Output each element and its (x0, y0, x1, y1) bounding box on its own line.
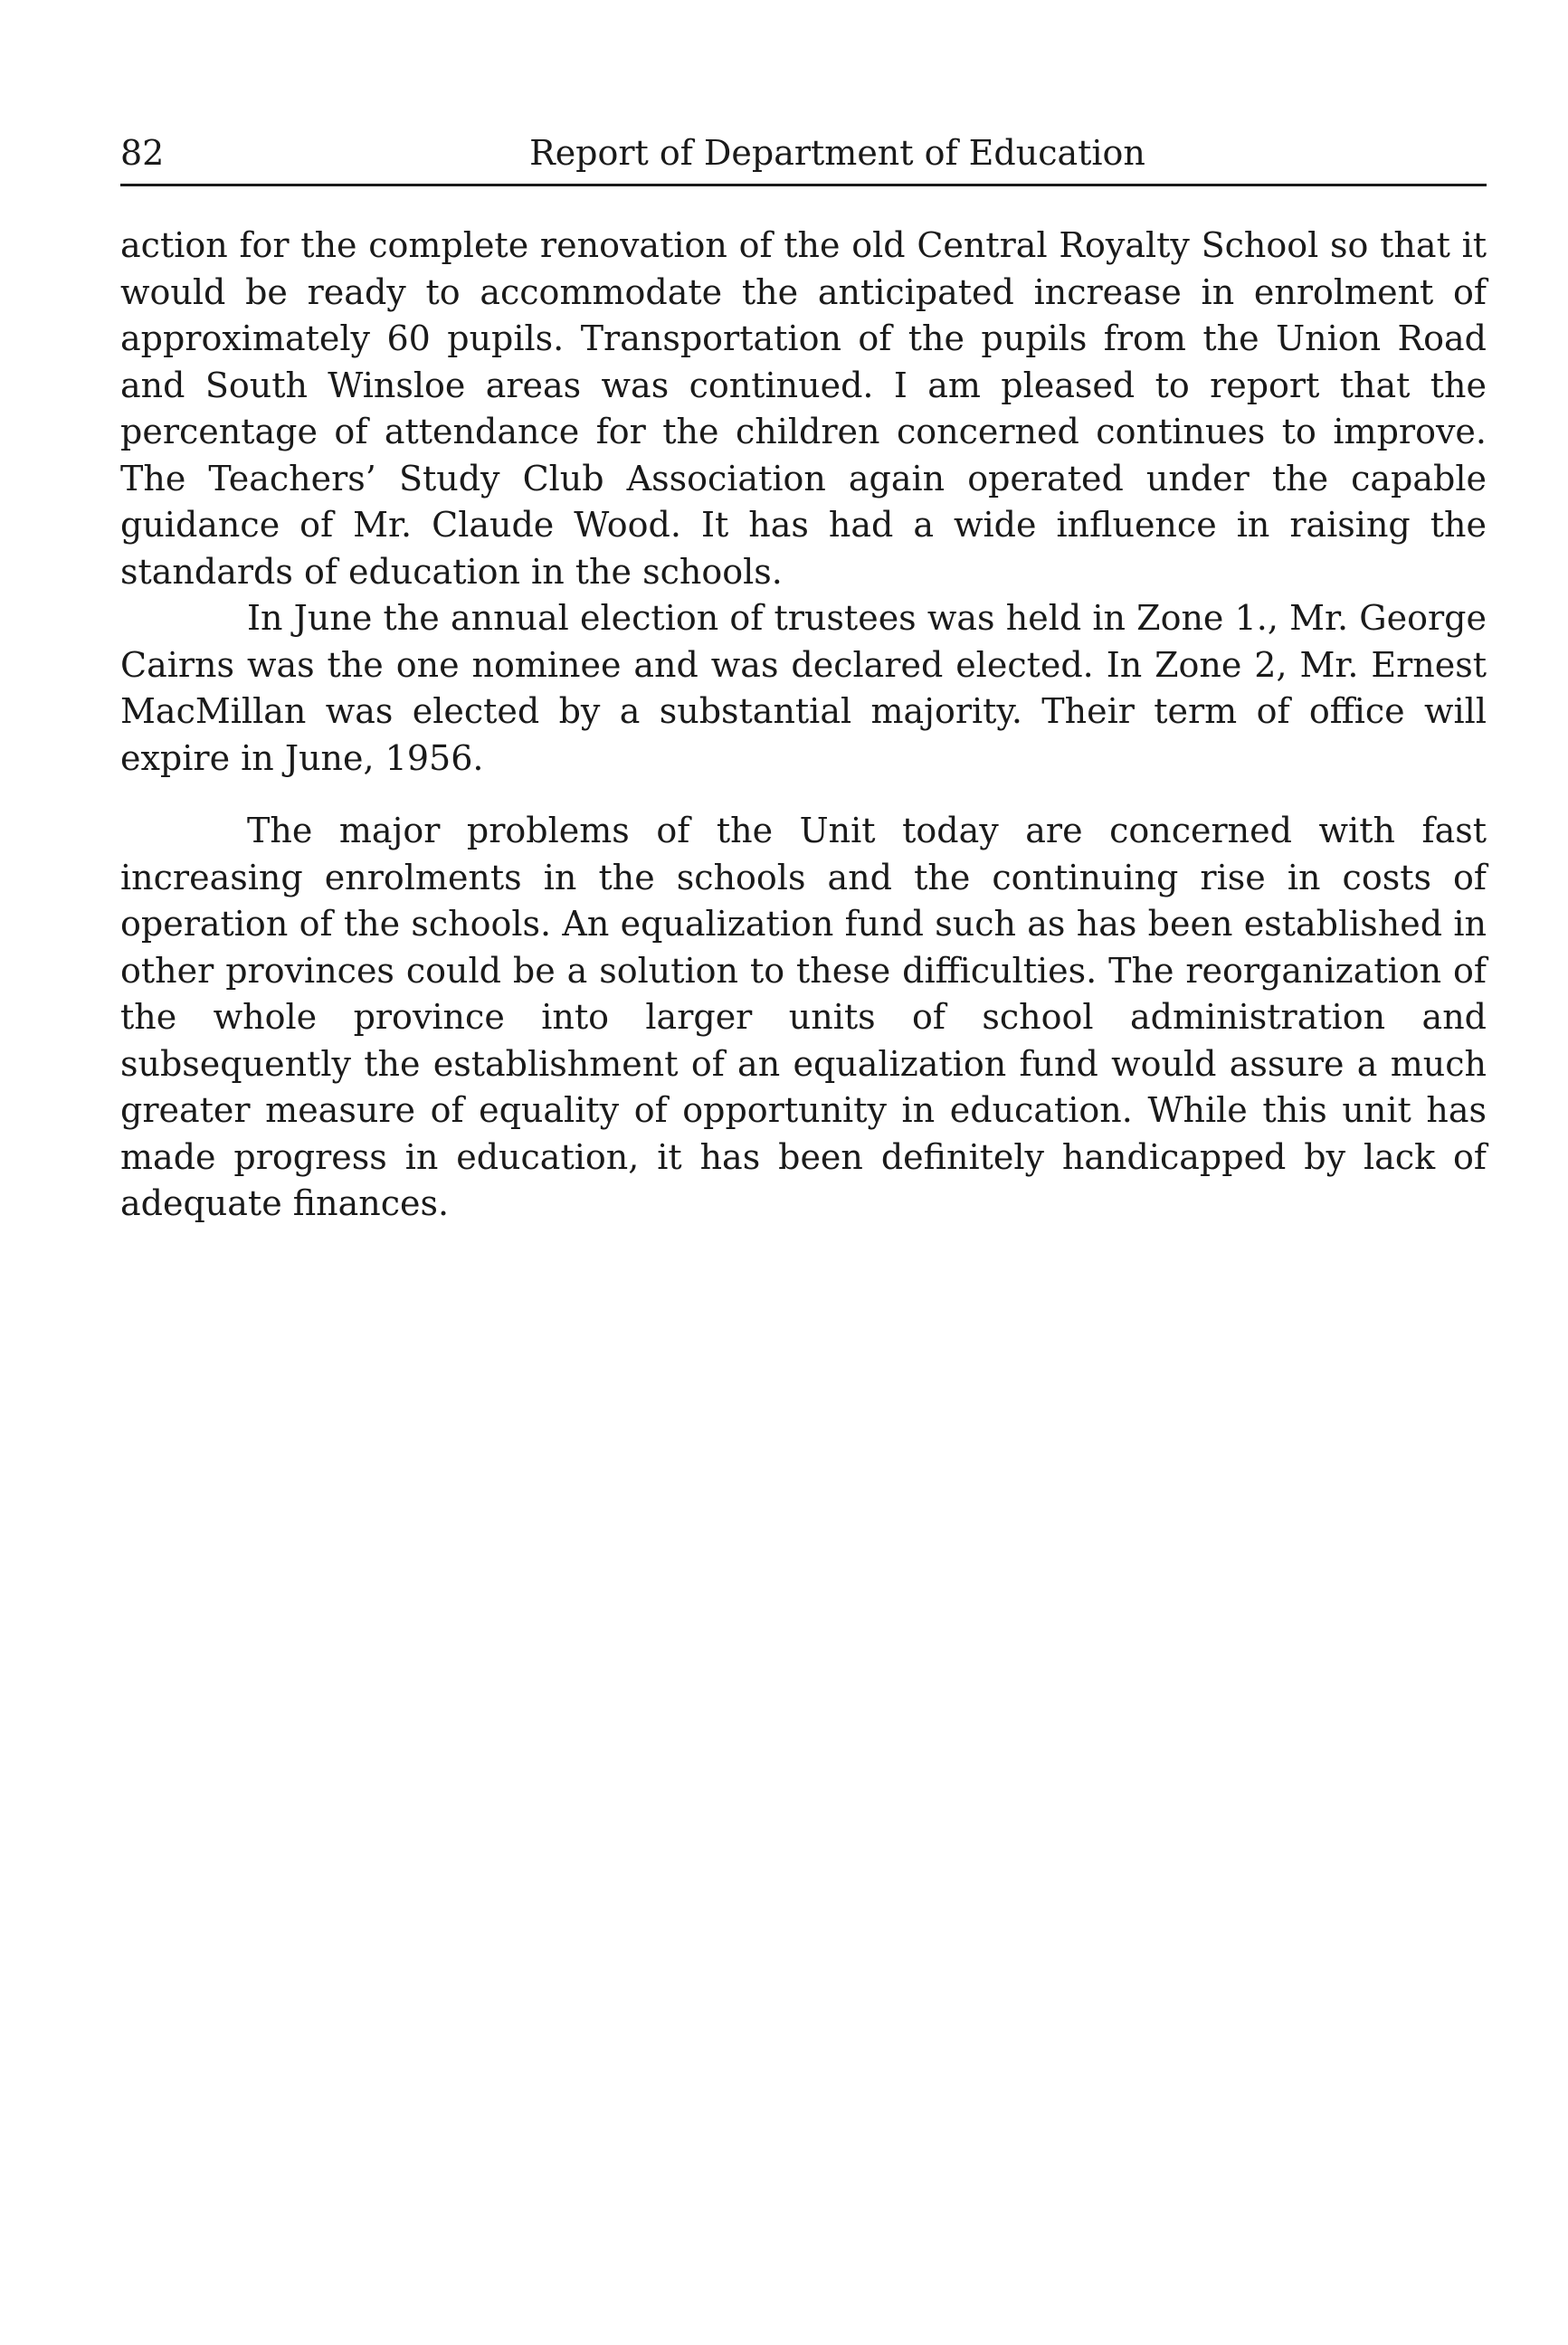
paragraph-trustee-election: In June the annual election of trustees was held in Zone 1., Mr. George Cairns was the one nominee and was declared elected. In Zone 2, Mr. Ernest MacMillan was elected by a substantial majority. Their term of office will expire in June, 1956. (120, 598, 1487, 778)
paragraph-major-problems: The major problems of the Unit today are concerned with fast increasing enrolments in the schools and the continuing rise in costs of operation of the schools. An equalization fund such as has been established in other provinces could be a solution to these difficulties. The reorganization of the whole province into larger units of school administration and subsequently the establishment of an equalization fund would assure a much greater measure of equality of opportunity in education. While this unit has made progress in education, it has been definitely handicapped by lack of adequate finances. (120, 811, 1487, 1223)
header-rule (120, 184, 1487, 186)
paragraph-renovation: action for the complete renovation of the old Central Royalty School so that it would be ready to accommodate the anticipated increase in enrolment of approximately 60 pupils. Transportation of the pupils from the Union Road and South Winsloe areas was continued. I am pleased to report that the percentage of attendance for the children concerned continues to improve. The Teachers’ Study Club Association again operated under the capable guidance of Mr. Claude Wood. It has had a wide influence in raising the standards of education in the schools. (120, 225, 1487, 592)
page-number: 82 (120, 133, 165, 173)
body-text (120, 223, 1487, 1228)
page-header (120, 125, 1487, 181)
running-title: Report of Department of Education (529, 133, 1145, 173)
